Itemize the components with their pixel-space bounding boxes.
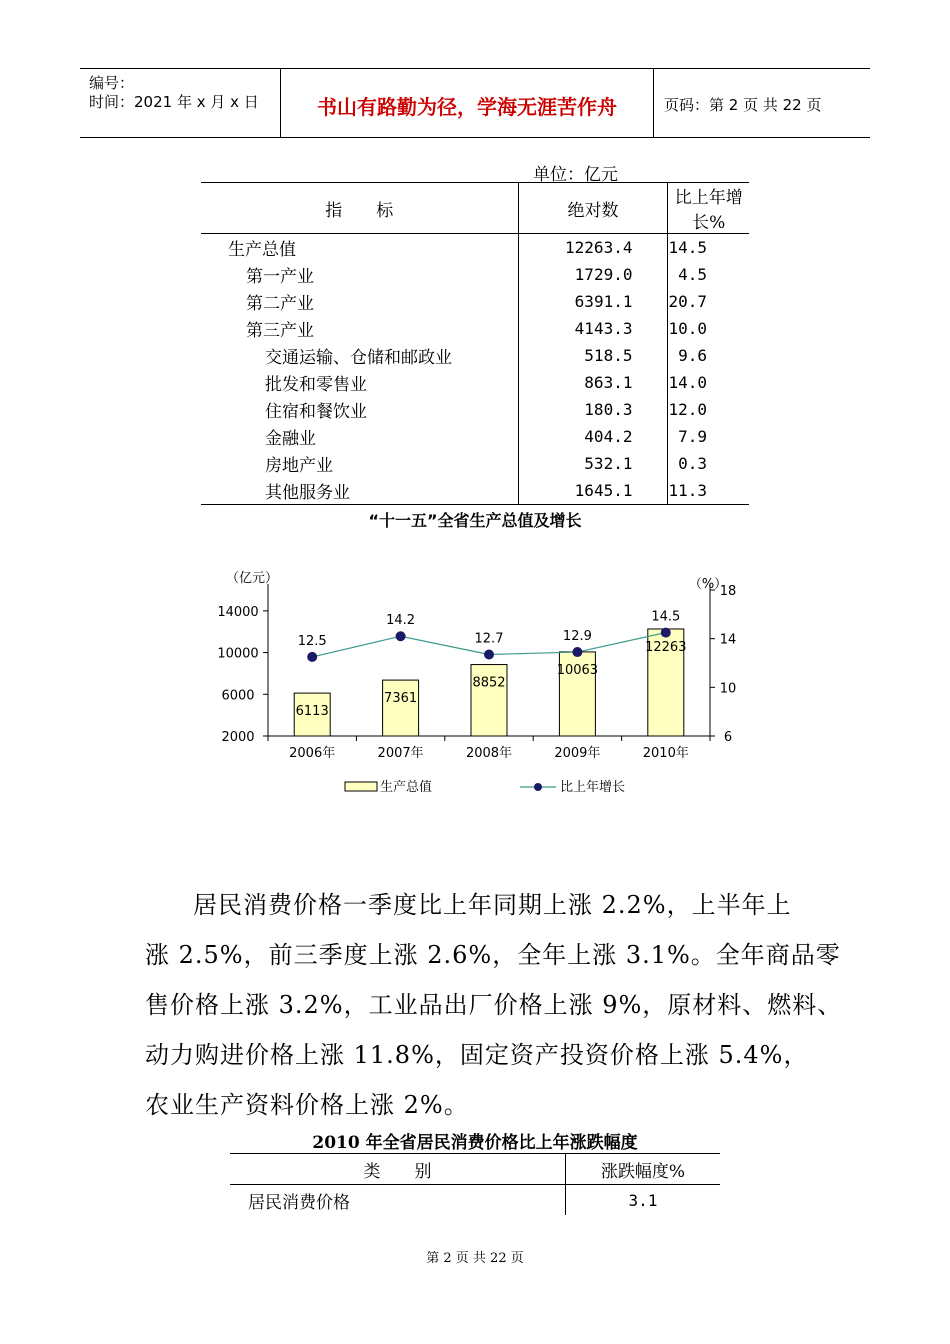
- row-absolute: 4143.3: [518, 315, 668, 342]
- row-name: 批发和零售业: [201, 369, 518, 396]
- growth-point: [307, 652, 317, 662]
- cpi-table-title: 2010 年全省居民消费价格比上年涨跌幅度: [312, 1133, 638, 1153]
- row-absolute: 532.1: [518, 450, 668, 477]
- row-name: 交通运输、仓储和邮政业: [201, 342, 518, 369]
- legend-line-label: 比上年增长: [560, 780, 626, 795]
- page-header: [80, 68, 870, 138]
- table-row: [201, 477, 749, 505]
- gdp-table: [201, 182, 749, 505]
- header-indicator: 指 标: [201, 183, 518, 234]
- table-row: [230, 1185, 720, 1216]
- header-page-cell: [654, 69, 870, 137]
- bar-value-label: 8852: [472, 675, 506, 691]
- growth-value-label: 12.7: [474, 631, 504, 647]
- table-row: [201, 423, 749, 450]
- left-axis-label: （亿元）: [225, 571, 279, 586]
- row-growth: 7.9: [678, 427, 707, 446]
- row-name: 金融业: [201, 423, 518, 450]
- bar: [383, 680, 419, 736]
- cpi-table: [230, 1153, 720, 1215]
- row-name: 第一产业: [201, 261, 518, 288]
- legend-bar-swatch: [345, 782, 377, 791]
- table-row: [201, 234, 749, 262]
- table-row: [201, 342, 749, 369]
- table-row: [201, 288, 749, 315]
- growth-point: [396, 631, 406, 641]
- row-growth: 11.3: [668, 477, 749, 505]
- growth-value-label: 14.2: [386, 613, 416, 629]
- header-meta-cell: [80, 69, 281, 137]
- bar-value-label: 12263: [645, 639, 687, 655]
- page-footer: 第 2 页 共 22 页: [426, 1251, 524, 1266]
- x-axis-tick-label: 2006年: [289, 746, 336, 761]
- table-row: [201, 369, 749, 396]
- row-growth: 9.6: [678, 346, 707, 365]
- row-growth: 14.0: [668, 373, 707, 392]
- row-name: 第三产业: [201, 315, 518, 342]
- table-row: [201, 261, 749, 288]
- table-row: [201, 450, 749, 477]
- row-absolute: 1729.0: [518, 261, 668, 288]
- row-growth: 14.5: [668, 238, 707, 257]
- bar-value-label: 10063: [556, 662, 599, 678]
- header-absolute: 绝对数: [518, 183, 668, 234]
- paragraph-line: 居民消费价格一季度比上年同期上涨 2.2%，上半年上: [193, 891, 792, 919]
- x-axis-tick-label: 2007年: [377, 746, 424, 761]
- header-change: 涨跌幅度%: [566, 1154, 721, 1185]
- growth-value-label: 12.9: [562, 629, 592, 645]
- row-absolute: 180.3: [518, 396, 668, 423]
- row-name: 住宿和餐饮业: [201, 396, 518, 423]
- bar-value-label: 7361: [384, 691, 418, 707]
- growth-value-label: 14.5: [651, 609, 681, 625]
- row-absolute: 6391.1: [518, 288, 668, 315]
- row-absolute: 863.1: [518, 369, 668, 396]
- header-category: 类 别: [230, 1154, 566, 1185]
- document-time-label: 时间：2021 年 x 月 x 日: [89, 93, 259, 111]
- left-axis-tick-label: 14000: [217, 604, 259, 620]
- cpi-paragraph: [145, 880, 843, 1130]
- paragraph-line: 农业生产资料价格上涨 2%。: [145, 1091, 469, 1119]
- left-axis-tick-label: 2000: [221, 730, 255, 745]
- growth-point: [484, 649, 494, 659]
- header-motto-cell: [281, 69, 654, 137]
- header-growth: 比上年增长%: [668, 183, 749, 234]
- row-value: 3.1: [628, 1190, 658, 1210]
- row-name: 房地产业: [201, 450, 518, 477]
- growth-point: [572, 647, 582, 657]
- row-growth: 20.7: [668, 292, 707, 311]
- row-absolute: 404.2: [518, 423, 668, 450]
- x-axis-tick-label: 2009年: [554, 746, 601, 761]
- growth-value-label: 12.5: [297, 633, 327, 649]
- right-axis-tick-label: 14: [719, 632, 737, 648]
- document-number-label: 编号：: [89, 74, 135, 92]
- table-row: [201, 396, 749, 423]
- left-axis-tick-label: 6000: [221, 688, 255, 704]
- left-axis-tick-label: 10000: [217, 646, 259, 662]
- right-axis-tick-label: 6: [723, 730, 733, 745]
- header-page-info: 页码：第 2 页 共 22 页: [664, 96, 822, 114]
- row-growth: 10.0: [668, 319, 707, 338]
- row-growth: 12.0: [668, 400, 707, 419]
- table-header-row: [201, 183, 749, 234]
- gdp-growth-chart: [180, 560, 760, 810]
- right-axis-label: （%）: [688, 577, 728, 592]
- row-absolute: 1645.1: [518, 477, 668, 505]
- row-name: 其他服务业: [201, 477, 518, 505]
- row-growth: 0.3: [678, 454, 707, 473]
- table-unit-label: 单位：亿元: [533, 165, 618, 185]
- right-axis-tick-label: 10: [719, 681, 737, 697]
- bar-value-label: 6113: [295, 704, 329, 720]
- chart-title: “十一五”全省生产总值及增长: [368, 511, 582, 530]
- row-growth: 4.5: [678, 265, 707, 284]
- x-axis-tick-label: 2010年: [642, 746, 689, 761]
- growth-point: [661, 628, 671, 638]
- row-name: 生产总值: [201, 234, 518, 262]
- x-axis-tick-label: 2008年: [465, 746, 513, 761]
- paragraph-line: 动力购进价格上涨 11.8%，固定资产投资价格上涨 5.4%，: [145, 1041, 809, 1069]
- row-absolute: 12263.4: [518, 234, 668, 262]
- paragraph-line: 涨 2.5%，前三季度上涨 2.6%，全年上涨 3.1%。全年商品零: [145, 941, 841, 969]
- row-name: 第二产业: [201, 288, 518, 315]
- header-motto: 书山有路勤为径，学海无涯苦作舟: [317, 95, 617, 119]
- legend-line-marker: [534, 783, 542, 791]
- row-name: 居民消费价格: [230, 1185, 566, 1216]
- table-header-row: [230, 1154, 720, 1185]
- row-absolute: 518.5: [518, 342, 668, 369]
- right-axis-tick-label: 18: [719, 584, 737, 599]
- table-row: [201, 315, 749, 342]
- legend-bar-label: 生产总值: [380, 780, 433, 795]
- paragraph-line: 售价格上涨 3.2%，工业品出厂价格上涨 9%，原材料、燃料、: [145, 991, 843, 1019]
